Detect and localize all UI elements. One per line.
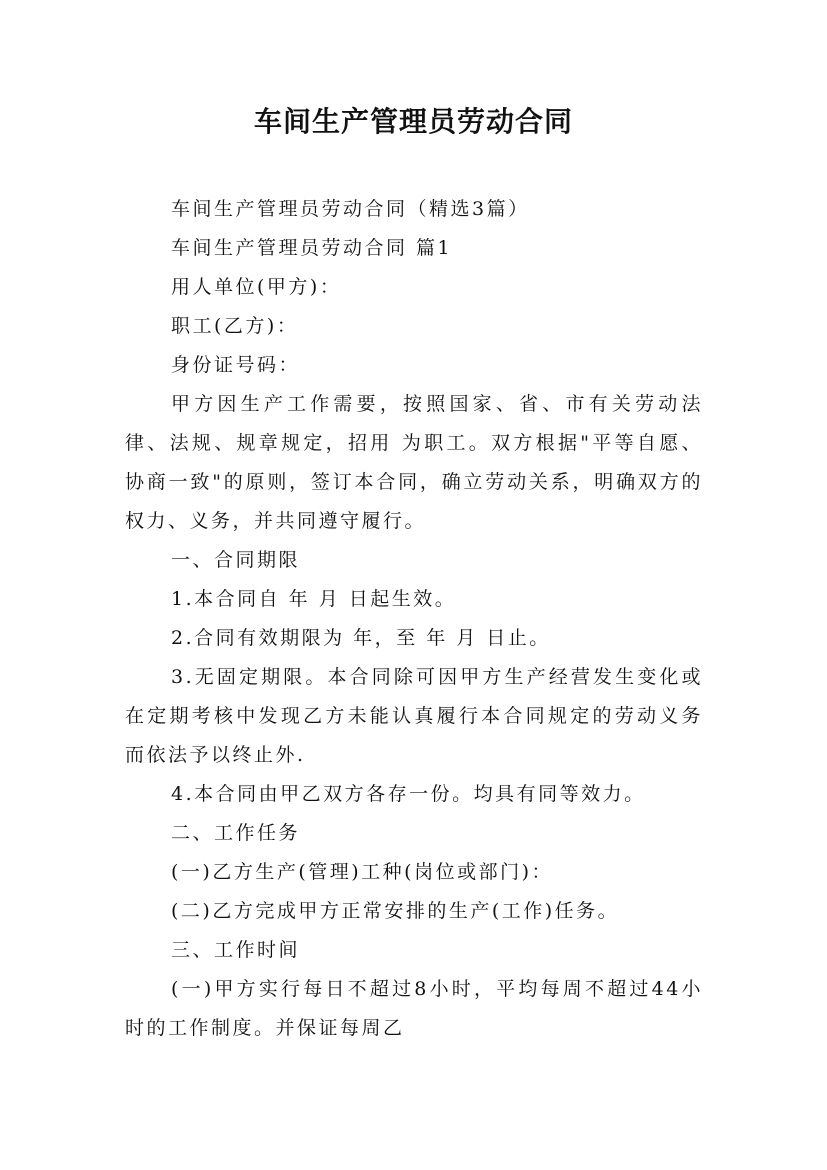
- paragraph-heading-term: 一、合同期限: [171, 549, 301, 571]
- paragraph-term-2: 2.合同有效期限为 年，至 年 月 日止。: [171, 627, 551, 649]
- paragraph-heading-hours: 三、工作时间: [171, 939, 301, 961]
- document-title: 车间生产管理员劳动合同: [253, 105, 573, 138]
- paragraph-subtitle: 车间生产管理员劳动合同（精选3篇）: [171, 198, 530, 220]
- document-body: [125, 190, 703, 1048]
- paragraph-heading-tasks: 二、工作任务: [171, 822, 301, 844]
- paragraph-employee: 职工(乙方)：: [171, 315, 299, 337]
- paragraph-hours-1: (一)甲方实行每日不超过8小时，平均每周不超过44小时的工作制度。并保证每周乙: [125, 978, 703, 1039]
- paragraph-employer: 用人单位(甲方)：: [171, 276, 342, 298]
- paragraph-section-heading: 车间生产管理员劳动合同 篇1: [171, 237, 453, 259]
- paragraph-id-number: 身份证号码：: [171, 354, 301, 376]
- paragraph-term-1: 1.本合同自 年 月 日起生效。: [171, 588, 457, 610]
- paragraph-preamble: 甲方因生产工作需要，按照国家、省、市有关劳动法律、法规、规章规定，招用 为职工。双方根据"平等自愿、协商一致"的原则，签订本合同，确立劳动关系，明确双方的权力、义务，并共同遵守履行。: [125, 393, 703, 532]
- paragraph-term-3: 3.无固定期限。本合同除可因甲方生产经营发生变化或在定期考核中发现乙方未能认真履行本合同规定的劳动义务而依法予以终止外.: [125, 666, 703, 766]
- paragraph-term-4: 4.本合同由甲乙双方各存一份。均具有同等效力。: [171, 783, 646, 805]
- paragraph-task-2: (二)乙方完成甲方正常安排的生产(工作)任务。: [171, 900, 620, 922]
- paragraph-task-1: (一)乙方生产(管理)工种(岗位或部门)：: [171, 861, 553, 883]
